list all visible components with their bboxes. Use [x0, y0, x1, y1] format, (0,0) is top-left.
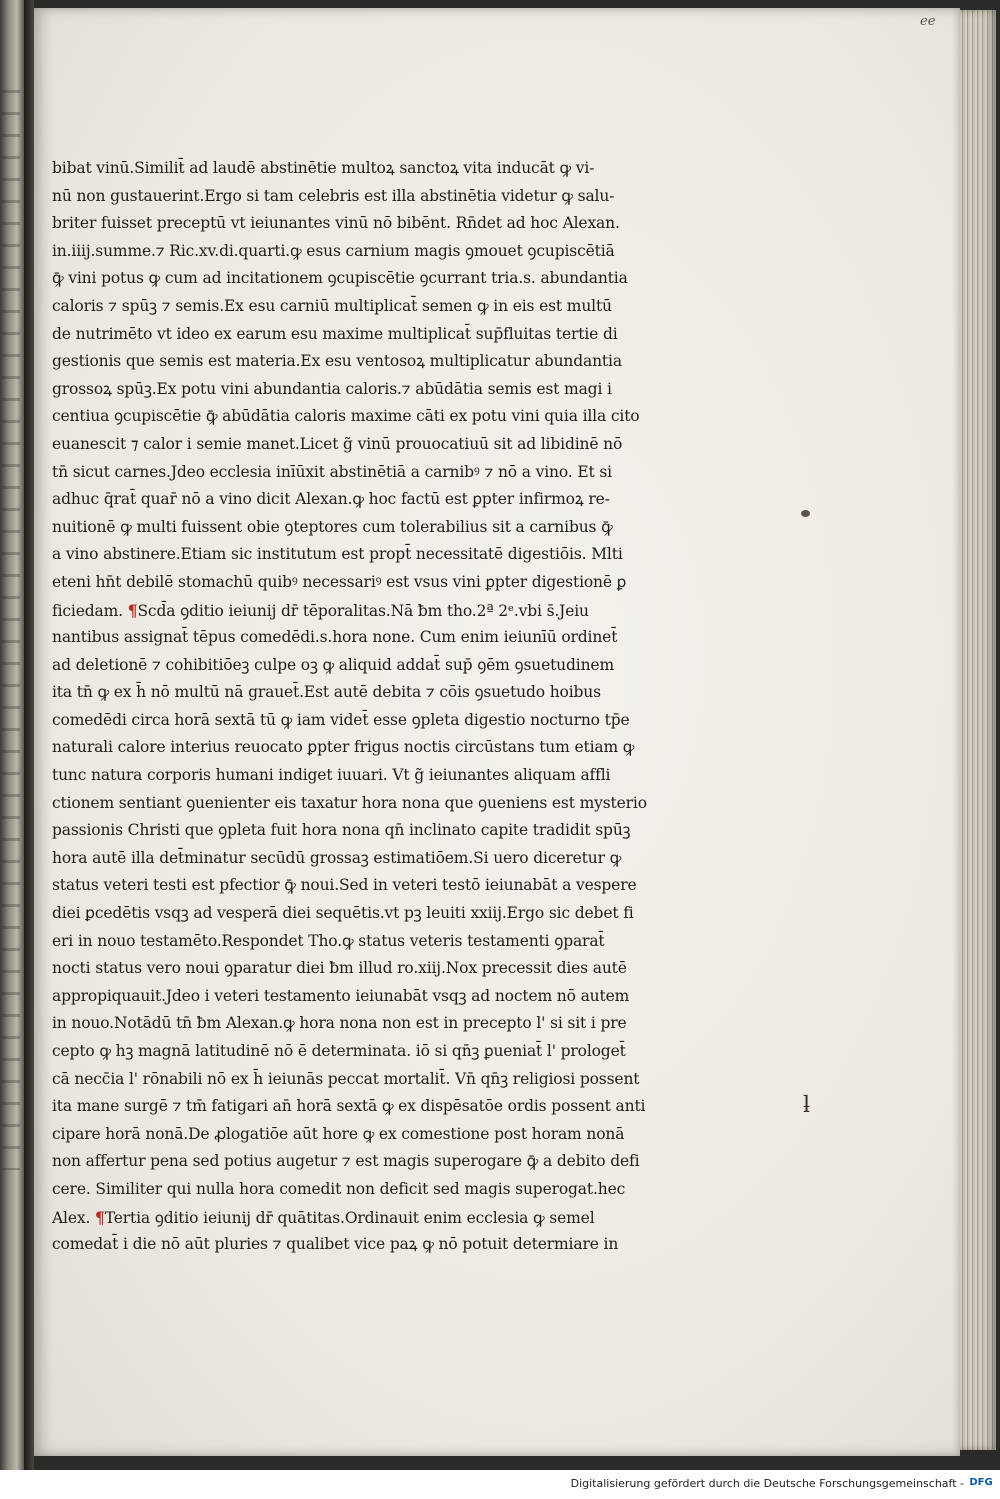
text-line — [52, 376, 672, 404]
text-line — [52, 514, 672, 542]
folio-number: ee — [920, 14, 936, 29]
line-text: eteni hn̄t debilē stomachū quibꝰ necessariꝰ est vsus vini ꝑpter digestionē ꝑ — [52, 572, 627, 591]
line-text: ad deletionē ⁊ cohibitiōeꝫ culpe oꝫ ꝙ aliquid addat̄ sup̄ ꝯēm ꝯsuetudinem — [52, 655, 615, 674]
line-text: comedat̄ i die nō aūt pluries ⁊ qualibet vice paꝝ ꝙ nō potuit determiare in — [52, 1235, 619, 1254]
line-text: ita mane surgē ⁊ tm̄ fatigari an̄ horā sextā ꝙ ex dispēsatōe ordis possent anti — [52, 1097, 646, 1116]
line-text: ctionem sentiant ꝯuenienter eis taxatur hora nona que ꝯueniens est mysterio — [52, 793, 647, 812]
line-text: ꝙ̄ vini potus ꝙ cum ad incitationem ꝯcupiscētie ꝯcurrant tria.s. abundantia — [52, 269, 628, 288]
line-text: passionis Christi que ꝯpleta fuit hora nona qn̄ inclinato capite tradidit spūꝫ — [52, 821, 631, 840]
text-line — [52, 734, 672, 762]
line-text: cepto ꝙ hꝫ magnā latitudinē nō ē determinata. iō si qn̄ꝫ ꝑueniat̄ l' prologet̄ — [52, 1042, 626, 1060]
footer-bar — [0, 1470, 1000, 1499]
text-line — [52, 348, 672, 376]
rubric-mark: ¶ — [127, 600, 138, 620]
text-line — [52, 183, 672, 211]
dfg-logo: DFG — [969, 1477, 993, 1488]
text-line — [52, 679, 672, 707]
line-text: cere. Similiter qui nulla hora comedit non deficit sed magis superogat.hec — [52, 1179, 626, 1198]
line-text: Tertia ꝯditio ieiunij dr̄ quātitas.Ordinauit enim ecclesia ꝙ semel — [104, 1208, 595, 1227]
line-text: gestionis que semis est materia.Ex esu ventosoꝝ multiplicatur abundantia — [52, 352, 622, 371]
line-text: nū non gustauerint.Ergo si tam celebris est illa abstinētia videtur ꝙ salu- — [52, 186, 615, 205]
funding-credit: Digitalisierung gefördert durch die Deutsche Forschungsgemeinschaft - — [570, 1477, 964, 1490]
text-line — [52, 928, 672, 956]
text-line — [52, 1010, 672, 1038]
line-text: non affertur pena sed potius augetur ⁊ est magis superogare ꝙ̄ a debito defi — [52, 1152, 640, 1171]
text-line — [52, 293, 672, 321]
line-text: bibat vinū.Similit̄ ad laudē abstinētie multoꝝ sanctoꝝ vita inducāt ꝙ vi- — [52, 159, 595, 177]
facing-page-edge — [0, 0, 24, 1470]
line-text: in nouo.Notādū tn̄ ƀm Alexan.ꝙ hora nona non est in precepto l' si sit i pre — [52, 1014, 627, 1033]
line-text: eri in nouo testamēto.Respondet Tho.ꝙ status veteris testamenti ꝯparat̄ — [52, 931, 605, 950]
text-line — [52, 155, 672, 183]
line-text: a vino abstinere.Etiam sic institutum est propt̄ necessitatē digestiōis. Mlti — [52, 545, 623, 564]
line-text: euanescit ⁊ calor i semie manet.Licet g̃ vinū prouocatiuū sit ad libidinē nō — [52, 434, 623, 453]
line-text: cā necc̄ia l' rōnabili nō ex h̄ ieiunās peccat mortalit̄. Vn̄ qn̄ꝫ religiosi possent — [52, 1069, 640, 1088]
text-line — [52, 459, 672, 487]
text-line — [52, 652, 672, 680]
text-line — [52, 1148, 672, 1176]
text-line — [52, 486, 672, 514]
line-text: tn̄ sicut carnes.Jdeo ecclesia inīūxit abstinētiā a carnibꝰ ⁊ nō a vino. Et si — [52, 462, 612, 481]
line-text: tunc natura corporis humani indiget iuuari. Vt g̃ ieiunantes aliquam affli — [52, 766, 611, 785]
text-block — [52, 155, 672, 1259]
margin-annotation: ƚ — [803, 1093, 811, 1118]
text-line — [52, 872, 672, 900]
text-line — [52, 541, 672, 569]
text-line — [52, 569, 672, 597]
line-text: caloris ⁊ spūꝫ ⁊ semis.Ex esu carniū multiplicat̄ semen ꝙ in eis est multū — [52, 296, 612, 315]
line-text: hora autē illa det̄minatur secūdū grossaꝫ estimatiōem.Si uero diceretur ꝙ — [52, 848, 622, 867]
text-line — [52, 1204, 672, 1232]
page-fore-edge — [960, 10, 996, 1450]
rubric-mark: ¶ — [95, 1207, 105, 1227]
text-line — [52, 762, 672, 790]
line-text: grossoꝝ spūꝫ.Ex potu vini abundantia caloris.⁊ abūdātia semis est magi i — [52, 379, 612, 398]
text-line — [52, 1231, 672, 1259]
line-text: naturali calore interius reuocato ꝑpter frigus noctis circūstans tum etiam ꝙ — [52, 738, 635, 757]
text-line — [52, 790, 672, 818]
line-text: cipare horā nonā.De ꝓlogatiōe aūt hore ꝙ ex comestione post horam nonā — [52, 1124, 625, 1143]
line-text: nuitionē ꝙ multi fuissent obie ꝯteptores cum tolerabilius sit a carnibus ꝙ̄ — [52, 517, 613, 536]
text-line — [52, 817, 672, 845]
ink-spot — [801, 510, 810, 517]
text-line — [52, 900, 672, 928]
text-line — [52, 431, 672, 459]
line-text: nantibus assignat̄ tēpus comedēdi.s.hora none. Cum enim ieiunīū ordinet̄ — [52, 628, 618, 647]
facing-page-text — [2, 90, 20, 1170]
text-line — [52, 955, 672, 983]
line-text: adhuc q̄rat̄ quar̄ nō a vino dicit Alexan.ꝙ hoc factū est ꝑpter infirmoꝝ re- — [52, 490, 610, 509]
line-text: diei ꝑcedētis vsqꝫ ad vesperā diei sequētis.vt pꝫ leuiti xxiij.Ergo sic debet fi — [52, 904, 634, 923]
text-line — [52, 321, 672, 349]
line-text: centiua ꝯcupiscētie ꝙ̄ abūdātia caloris maxime cāti ex potu vini quia illa cito — [52, 407, 640, 426]
line-text: in.iiij.summe.⁊ Ric.xv.di.quarti.ꝙ esus carnium magis ꝯmouet ꝯcupiscētiā — [52, 241, 615, 260]
text-line — [52, 983, 672, 1011]
text-line — [52, 1038, 672, 1066]
text-line — [52, 1066, 672, 1094]
text-line — [52, 597, 672, 625]
line-text: briter fuisset preceptū vt ieiunantes vinū nō bibēnt. Rn̄det ad hoc Alexan. — [52, 214, 620, 233]
text-line — [52, 210, 672, 238]
line-text-lead: Alex. — [52, 1208, 96, 1227]
text-line — [52, 624, 672, 652]
line-text: Scd̄a ꝯditio ieiunij dr̄ tēporalitas.Nā ƀm tho.2ª 2ᵉ.vbi s̄.Jeiu — [137, 601, 589, 620]
line-text: de nutrimēto vt ideo ex earum esu maxime multiplicat̄ sup̄fluitas tertie di — [52, 324, 618, 343]
text-line — [52, 265, 672, 293]
text-line — [52, 1093, 672, 1121]
line-text: ita tn̄ ꝙ ex h̄ nō multū nā grauet̄.Est autē debita ⁊ cōis ꝯsuetudo hoibus — [52, 683, 601, 702]
text-line — [52, 845, 672, 873]
line-text-lead: ficiedam. — [52, 601, 128, 620]
text-line — [52, 403, 672, 431]
text-line — [52, 707, 672, 735]
text-line — [52, 1121, 672, 1149]
line-text: appropiquauit.Jdeo i veteri testamento ieiunabāt vsqꝫ ad noctem nō autem — [52, 986, 630, 1005]
line-text: comedēdi circa horā sextā tū ꝙ iam videt̄ esse ꝯpleta digestio nocturno tp̄e — [52, 710, 630, 729]
book-gutter — [24, 0, 34, 1470]
text-line — [52, 238, 672, 266]
line-text: nocti status vero noui ꝯparatur diei ƀm illud ro.xiij.Nox precessit dies autē — [52, 959, 627, 978]
line-text: status veteri testi est pfectior ꝙ̄ noui.Sed in veteri testō ieiunabāt a vespere — [52, 876, 637, 895]
text-line — [52, 1176, 672, 1204]
